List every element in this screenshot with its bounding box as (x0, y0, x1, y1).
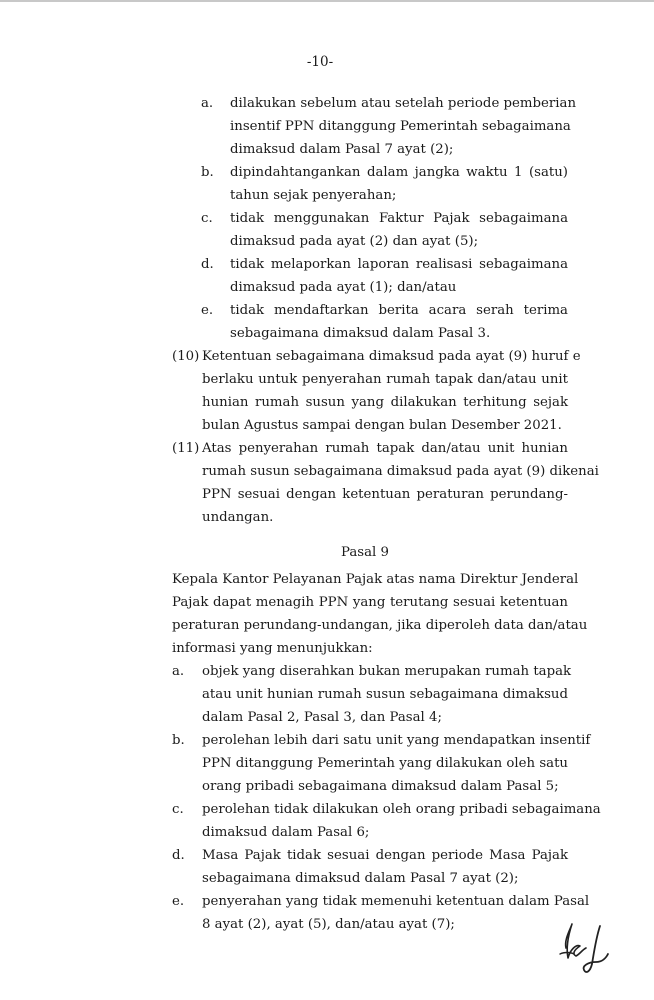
list-item-line: dilakukan sebelum atau setelah periode pemberian (230, 96, 577, 111)
list-item-line: dipindahtangankan dalam jangka waktu 1 (satu) (230, 165, 568, 180)
list-item-line: perolehan tidak dilakukan oleh orang pribadi sebagaimana (202, 802, 601, 817)
paragraph-line: Ketentuan sebagaimana dimaksud pada ayat (9) huruf e (202, 349, 581, 364)
list-item-line: tidak mendaftarkan berita acara serah terima (230, 303, 568, 318)
list-label: e. (201, 303, 214, 318)
list-item-line: sebagaimana dimaksud dalam Pasal 3. (230, 326, 491, 341)
list-item-line: atau unit hunian rumah susun sebagaimana dimaksud (202, 687, 568, 702)
list-label: a. (172, 664, 185, 679)
list-label: d. (201, 257, 214, 272)
intro-line: Kepala Kantor Pelayanan Pajak atas nama Direktur Jenderal (172, 572, 579, 587)
list-label: e. (172, 894, 185, 909)
list-item-line: orang pribadi sebagaimana dimaksud dalam Pasal 5; (202, 779, 559, 794)
paragraph-line: berlaku untuk penyerahan rumah tapak dan/atau unit (202, 372, 568, 387)
paragraph-line: hunian rumah susun yang dilakukan terhitung sejak (202, 395, 568, 410)
ayat-label: (10) (172, 349, 200, 364)
list-item-line: PPN ditanggung Pemerintah yang dilakukan oleh satu (202, 756, 568, 771)
list-label: c. (201, 211, 213, 226)
list-item-line: Masa Pajak tidak sesuai dengan periode Masa Pajak (202, 848, 568, 863)
pasal-9-heading: Pasal 9 (341, 545, 389, 560)
list-label: b. (201, 165, 214, 180)
paragraph-line: PPN sesuai dengan ketentuan peraturan perundang- (202, 487, 568, 502)
intro-line: Pajak dapat menagih PPN yang terutang sesuai ketentuan (172, 595, 568, 610)
list-label: c. (172, 802, 184, 817)
page-top-border (0, 0, 654, 2)
list-item-line: penyerahan yang tidak memenuhi ketentuan dalam Pasal (202, 894, 590, 909)
page-number: -10- (306, 54, 334, 70)
intro-line: peraturan perundang-undangan, jika diperoleh data dan/atau (172, 618, 588, 633)
list-item-line: insentif PPN ditanggung Pemerintah sebagaimana (230, 119, 571, 134)
paragraph-line: undangan. (202, 510, 274, 525)
list-label: d. (172, 848, 185, 863)
intro-line: informasi yang menunjukkan: (172, 641, 373, 656)
paragraph-line: rumah susun sebagaimana dimaksud pada ayat (9) dikenai (202, 464, 599, 479)
paragraph-line: Atas penyerahan rumah tapak dan/atau unit hunian (202, 441, 568, 456)
list-label: a. (201, 96, 214, 111)
list-item-line: 8 ayat (2), ayat (5), dan/atau ayat (7); (202, 917, 455, 932)
list-item-line: dimaksud pada ayat (2) dan ayat (5); (230, 234, 479, 249)
list-item-line: dimaksud dalam Pasal 6; (202, 825, 370, 840)
paragraph-line: bulan Agustus sampai dengan bulan Desember 2021. (202, 418, 562, 433)
list-item-line: tidak melaporkan laporan realisasi sebagaimana (230, 257, 568, 272)
signature-initials-icon (552, 918, 622, 978)
list-item-line: dimaksud dalam Pasal 7 ayat (2); (230, 142, 454, 157)
list-item-line: tahun sejak penyerahan; (230, 188, 397, 203)
ayat-label: (11) (172, 441, 200, 456)
list-item-line: tidak menggunakan Faktur Pajak sebagaimana (230, 211, 568, 226)
list-label: b. (172, 733, 185, 748)
list-item-line: sebagaimana dimaksud dalam Pasal 7 ayat (2); (202, 871, 519, 886)
list-item-line: dalam Pasal 2, Pasal 3, dan Pasal 4; (202, 710, 442, 725)
list-item-line: dimaksud pada ayat (1); dan/atau (230, 280, 457, 295)
list-item-line: objek yang diserahkan bukan merupakan rumah tapak (202, 664, 572, 679)
list-item-line: perolehan lebih dari satu unit yang mendapatkan insentif (202, 733, 591, 748)
